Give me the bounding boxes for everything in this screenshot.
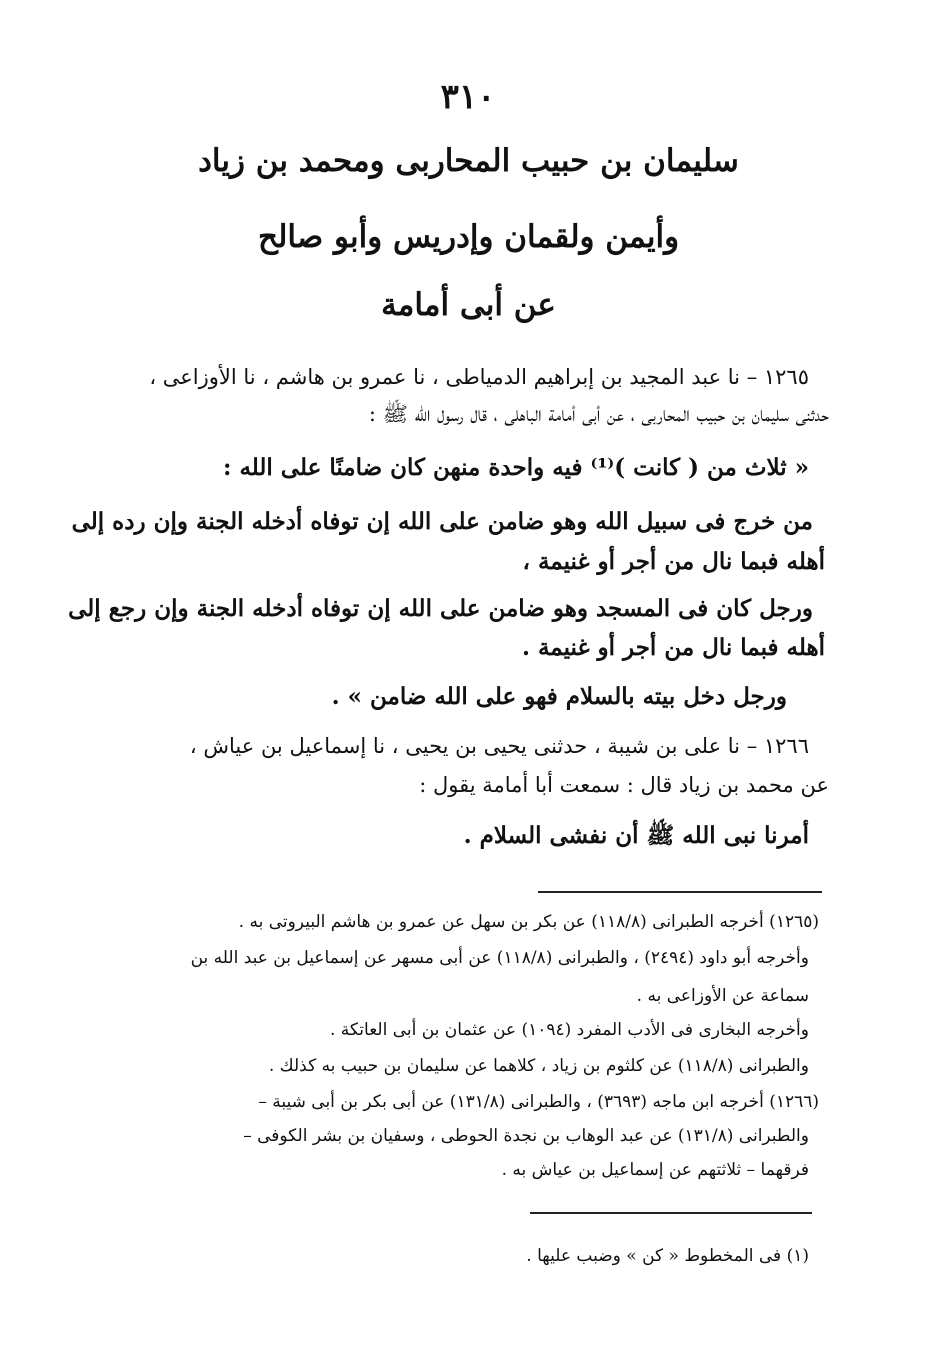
hadith-1266-isnad-line-1: ١٢٦٦ – نا على بن شيبة ، حدثنى يحيى بن يحيى ، نا إسماعيل بن عياش ، — [189, 734, 809, 758]
manuscript-note: (١) فى المخطوط « كن » وضبب عليها . — [526, 1246, 809, 1266]
hadith-1266-matn-line-1: أمرنا نبى الله ﷺ أن نفشى السلام . — [463, 822, 809, 849]
manuscript-note-separator — [530, 1212, 812, 1214]
takhrij-line-1: (١٢٦٥) أخرجه الطبرانى (١١٨/٨) عن بكر بن سهل عن عمرو بن هاشم البيروتى به . — [238, 912, 819, 932]
takhrij-line-8: فرقهما – ثلاثتهم عن إسماعيل بن عياش به . — [501, 1160, 809, 1180]
hadith-1265-matn-line-1: « ثلاث من ( كانت )⁽¹⁾ فيه واحدة منهن كان ضامنًا على الله : — [222, 454, 809, 481]
chapter-heading-line-3: عن أبى أمامة — [381, 287, 556, 323]
takhrij-line-3: سماعة عن الأوزاعى به . — [636, 986, 809, 1006]
hadith-1265-isnad-line-2: حدثنى سليمان بن حبيب المحاربى ، عن أبى أمامة الباهلى ، قال رسول الله ﷺ : — [368, 402, 829, 426]
takhrij-line-5: والطبرانى (١١٨/٨) عن كلثوم بن زياد ، كلاهما عن سليمان بن حبيب به كذلك . — [268, 1056, 809, 1076]
footnote-separator — [538, 891, 822, 893]
hadith-1265-matn-line-4: ورجل كان فى المسجد وهو ضامن على الله إن توفاه أدخله الجنة وإن رجع إلى — [68, 595, 813, 622]
hadith-1265-matn-line-2: من خرج فى سبيل الله وهو ضامن على الله إن توفاه أدخله الجنة وإن رده إلى — [71, 508, 813, 535]
chapter-heading-line-1: سليمان بن حبيب المحاربى ومحمد بن زياد — [198, 143, 739, 179]
hadith-1265-matn-line-5: أهله فبما نال من أجر أو غنيمة . — [521, 634, 825, 661]
hadith-1265-matn-line-3: أهله فبما نال من أجر أو غنيمة ، — [522, 548, 825, 575]
hadith-1265-isnad-line-1: ١٢٦٥ – نا عبد المجيد بن إبراهيم الدمياطى ، نا عمرو بن هاشم ، نا الأوزاعى ، — [149, 365, 809, 389]
chapter-heading-line-2: وأيمن ولقمان وإدريس وأبو صالح — [257, 219, 680, 255]
hadith-1266-isnad-line-2: عن محمد بن زياد قال : سمعت أبا أمامة يقول : — [419, 773, 829, 797]
takhrij-line-7: والطبرانى (١٣١/٨) عن عبد الوهاب بن نجدة الحوطى ، وسفيان بن بشر الكوفى – — [243, 1126, 809, 1146]
takhrij-line-2: وأخرجه أبو داود (٢٤٩٤) ، والطبرانى (١١٨/٨) عن أبى مسهر عن إسماعيل بن عبد الله بن — [190, 948, 809, 968]
hadith-1265-matn-line-6: ورجل دخل بيته بالسلام فهو على الله ضامن » . — [331, 683, 787, 710]
takhrij-line-4: وأخرجه البخارى فى الأدب المفرد (١٠٩٤) عن عثمان بن أبى العاتكة . — [329, 1020, 809, 1040]
page-number: ٣١٠ — [440, 77, 496, 117]
takhrij-line-6: (١٢٦٦) أخرجه ابن ماجه (٣٦٩٣) ، والطبرانى (١٣١/٨) عن أبى بكر بن أبى شيبة – — [258, 1092, 819, 1112]
